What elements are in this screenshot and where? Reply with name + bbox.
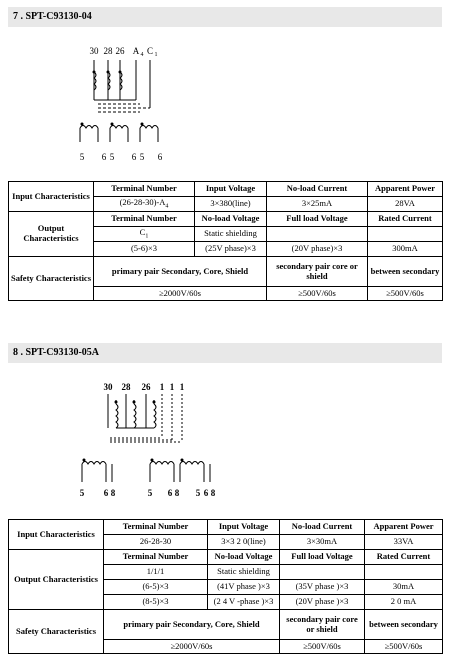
header-rated-current: Rated Current — [365, 550, 443, 565]
safety-value-cell: ≥500V/60s — [368, 287, 443, 301]
pin-label: 6 — [167, 488, 173, 498]
full-load-voltage-cell: (20V phase)×3 — [267, 242, 368, 257]
input-terminal-cell: $(26-28-30)-A_4$ — [94, 197, 195, 212]
header-secondary-pair: secondary pair core or shield — [267, 257, 368, 287]
pin-label: 28 — [121, 382, 131, 392]
pin-label: 1 — [169, 382, 175, 392]
spec-table-1 — [8, 181, 443, 301]
output-terminal-cell: (5-6)×3 — [94, 242, 195, 257]
safety-characteristics-label: Safety Characteristics — [9, 610, 104, 654]
section-title-1: 7 . SPT-C93130-04 — [8, 7, 442, 27]
full-load-voltage-cell: (20V phase )×3 — [280, 595, 365, 610]
safety-characteristics-label: Safety Characteristics — [9, 257, 94, 301]
header-secondary-pair: secondary pair core or shield — [280, 610, 365, 640]
pin-label: 30 — [103, 382, 113, 392]
pin-label: 6 — [103, 488, 109, 498]
no-load-voltage-cell: Static shielding — [208, 565, 280, 580]
pin-label: 5 — [79, 488, 85, 498]
header-input-voltage: Input Voltage — [208, 520, 280, 535]
header-terminal-number: Terminal Number — [94, 182, 195, 197]
header-terminal-number: Terminal Number — [104, 550, 208, 565]
full-load-voltage-cell — [267, 227, 368, 242]
header-no-load-current: No-load Current — [267, 182, 368, 197]
pin-label: 8 — [110, 488, 116, 498]
output-terminal-cell: 1/1/1 — [104, 565, 208, 580]
rated-current-cell — [365, 565, 443, 580]
input-terminal-cell: 26-28-30 — [104, 535, 208, 550]
header-apparent-power: Apparent Power — [365, 520, 443, 535]
safety-value-cell: ≥500V/60s — [280, 640, 365, 654]
safety-value-cell: ≥2000V/60s — [104, 640, 280, 654]
pin-label: 6 — [131, 152, 137, 162]
rated-current-cell: 300mA — [368, 242, 443, 257]
pin-label: 30 — [89, 46, 99, 56]
spec-table-2 — [8, 519, 443, 654]
pin-label-sub: 4 — [140, 52, 144, 58]
header-terminal-number: Terminal Number — [94, 212, 195, 227]
rated-current-cell: 30mA — [365, 580, 443, 595]
full-load-voltage-cell — [280, 565, 365, 580]
header-terminal-number: Terminal Number — [104, 520, 208, 535]
pin-label: 8 — [210, 488, 216, 498]
pin-label: 6 — [157, 152, 163, 162]
no-load-voltage-cell: Static shielding — [195, 227, 267, 242]
header-between-secondary: between secondary — [368, 257, 443, 287]
pin-label: A — [132, 46, 140, 56]
pin-label: 6 — [101, 152, 107, 162]
pin-label: 8 — [174, 488, 180, 498]
rated-current-cell — [368, 227, 443, 242]
no-load-current-cell: 3×25mA — [267, 197, 368, 212]
pin-label: C — [146, 46, 154, 56]
safety-value-cell: ≥2000V/60s — [94, 287, 267, 301]
pin-label: 26 — [141, 382, 151, 392]
pin-label-sub: 1 — [154, 52, 158, 58]
header-no-load-voltage: No-load Voltage — [195, 212, 267, 227]
transformer-schematic-1 — [70, 40, 180, 168]
no-load-voltage-cell: (25V phase)×3 — [195, 242, 267, 257]
pin-label: 1 — [159, 382, 165, 392]
input-voltage-cell: 3×3 2 0(line) — [208, 535, 280, 550]
header-full-load-voltage: Full load Voltage — [267, 212, 368, 227]
header-between-secondary: between secondary — [365, 610, 443, 640]
header-primary-pair: primary pair Secondary, Core, Shield — [104, 610, 280, 640]
header-apparent-power: Apparent Power — [368, 182, 443, 197]
pin-label: 5 — [109, 152, 115, 162]
pin-label: 5 — [139, 152, 145, 162]
output-terminal-cell: (8-5)×3 — [104, 595, 208, 610]
input-voltage-cell: 3×380(line) — [195, 197, 267, 212]
section-title-2: 8 . SPT-C93130-05A — [8, 343, 442, 363]
pin-label: 5 — [195, 488, 201, 498]
pin-label: 1 — [179, 382, 185, 392]
transformer-schematic-2 — [70, 378, 220, 500]
safety-value-cell: ≥500V/60s — [365, 640, 443, 654]
no-load-voltage-cell: (2 4 V -phase )×3 — [208, 595, 280, 610]
no-load-voltage-cell: (41V phase )×3 — [208, 580, 280, 595]
full-load-voltage-cell: (35V phase )×3 — [280, 580, 365, 595]
output-characteristics-label: Output Characteristics — [9, 550, 104, 610]
header-no-load-current: No-load Current — [280, 520, 365, 535]
input-characteristics-label: Input Characteristics — [9, 520, 104, 550]
no-load-current-cell: 3×30mA — [280, 535, 365, 550]
pin-label: 26 — [115, 46, 125, 56]
header-primary-pair: primary pair Secondary, Core, Shield — [94, 257, 267, 287]
output-terminal-cell: $C_1$ — [94, 227, 195, 242]
apparent-power-cell: 28VA — [368, 197, 443, 212]
pin-label: 28 — [103, 46, 113, 56]
apparent-power-cell: 33VA — [365, 535, 443, 550]
pin-label: 5 — [147, 488, 153, 498]
pin-label: 6 — [203, 488, 209, 498]
output-characteristics-label: Output Characteristics — [9, 212, 94, 257]
header-full-load-voltage: Full load Voltage — [280, 550, 365, 565]
pin-label: 5 — [79, 152, 85, 162]
rated-current-cell: 2 0 mA — [365, 595, 443, 610]
header-no-load-voltage: No-load Voltage — [208, 550, 280, 565]
header-input-voltage: Input Voltage — [195, 182, 267, 197]
input-characteristics-label: Input Characteristics — [9, 182, 94, 212]
output-terminal-cell: (6-5)×3 — [104, 580, 208, 595]
safety-value-cell: ≥500V/60s — [267, 287, 368, 301]
header-rated-current: Rated Current — [368, 212, 443, 227]
